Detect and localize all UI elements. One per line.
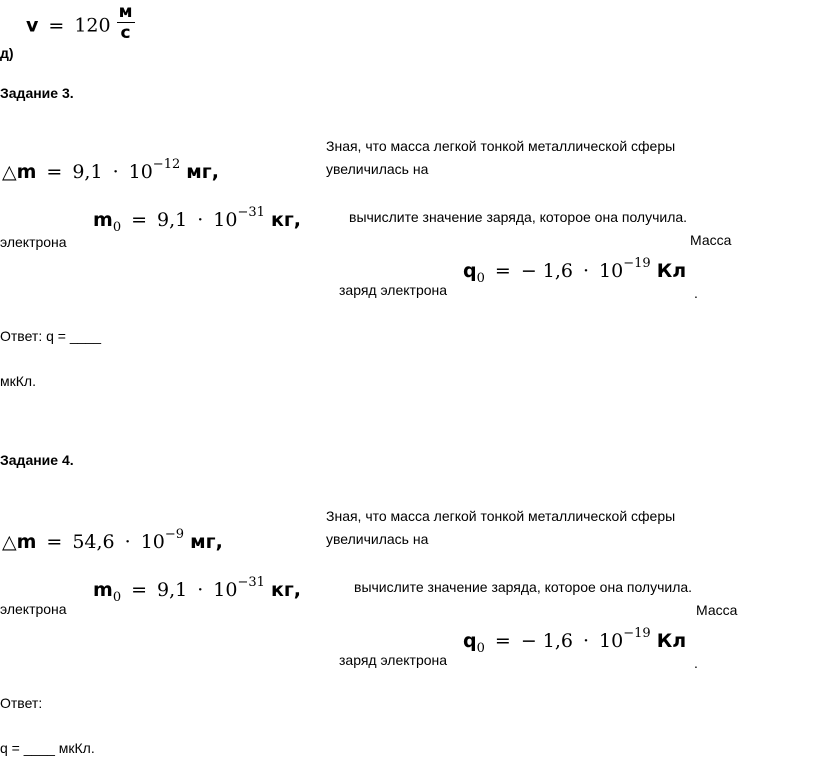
velocity-symbol: v	[26, 14, 39, 37]
task3-period: .	[694, 285, 698, 301]
task3-m0-formula: $m_0 = 9,1 \cdot 10^{-31}$ кг,	[93, 204, 301, 235]
velocity-formula: v = 120 $\frac{м}{с}$	[26, 2, 133, 43]
task4-delta-m-formula: △m = $54,6 \cdot 10^{-9}$ мг,	[2, 526, 223, 553]
task3-delta-m-formula: △m = $9,1 \cdot 10^{-12}$ мг,	[2, 156, 219, 183]
task3-desc-line1: Зная, что масса легкой тонкой металлической сферы	[326, 138, 676, 154]
task3-q0-formula: $q_0$ = − $1,6 \cdot 10^{-19}$ Кл	[463, 255, 687, 286]
task3-desc-line4: Масса	[690, 232, 732, 248]
task4-desc-line3: вычислите значение заряда, которое она получила.	[354, 579, 693, 595]
task4-title: Задание 4.	[0, 452, 74, 468]
task3-charge-label: заряд электрона	[339, 282, 448, 298]
task4-answer-line2: q = ____ мкКл.	[0, 740, 95, 756]
task4-desc-line2: увеличилась на	[326, 531, 429, 547]
task3-answer: Ответ: q = ____	[0, 328, 101, 344]
task3-desc-line2: увеличилась на	[326, 161, 429, 177]
task4-m0-formula: $m_0 = 9,1 \cdot 10^{-31}$ кг,	[93, 574, 301, 605]
task4-charge-label: заряд электрона	[339, 652, 448, 668]
task4-answer: Ответ:	[0, 695, 43, 711]
task4-electron-label: электрона	[0, 601, 67, 617]
task4-desc-line4: Масса	[696, 602, 738, 618]
task4-period: .	[694, 655, 698, 671]
task3-electron-label: электрона	[0, 234, 67, 250]
task3-title: Задание 3.	[0, 85, 74, 101]
item-label: д)	[0, 45, 14, 61]
task4-desc-line1: Зная, что масса легкой тонкой металлической сферы	[326, 508, 676, 524]
velocity-value: 120	[74, 14, 111, 37]
task3-unit-line: мкКл.	[0, 373, 36, 389]
task4-q0-formula: $q_0$ = − $1,6 \cdot 10^{-19}$ Кл	[463, 625, 687, 656]
velocity-unit-fraction: $\frac{м}{с}$	[118, 2, 133, 43]
task3-desc-line3: вычислите значение заряда, которое она получила.	[349, 209, 688, 225]
